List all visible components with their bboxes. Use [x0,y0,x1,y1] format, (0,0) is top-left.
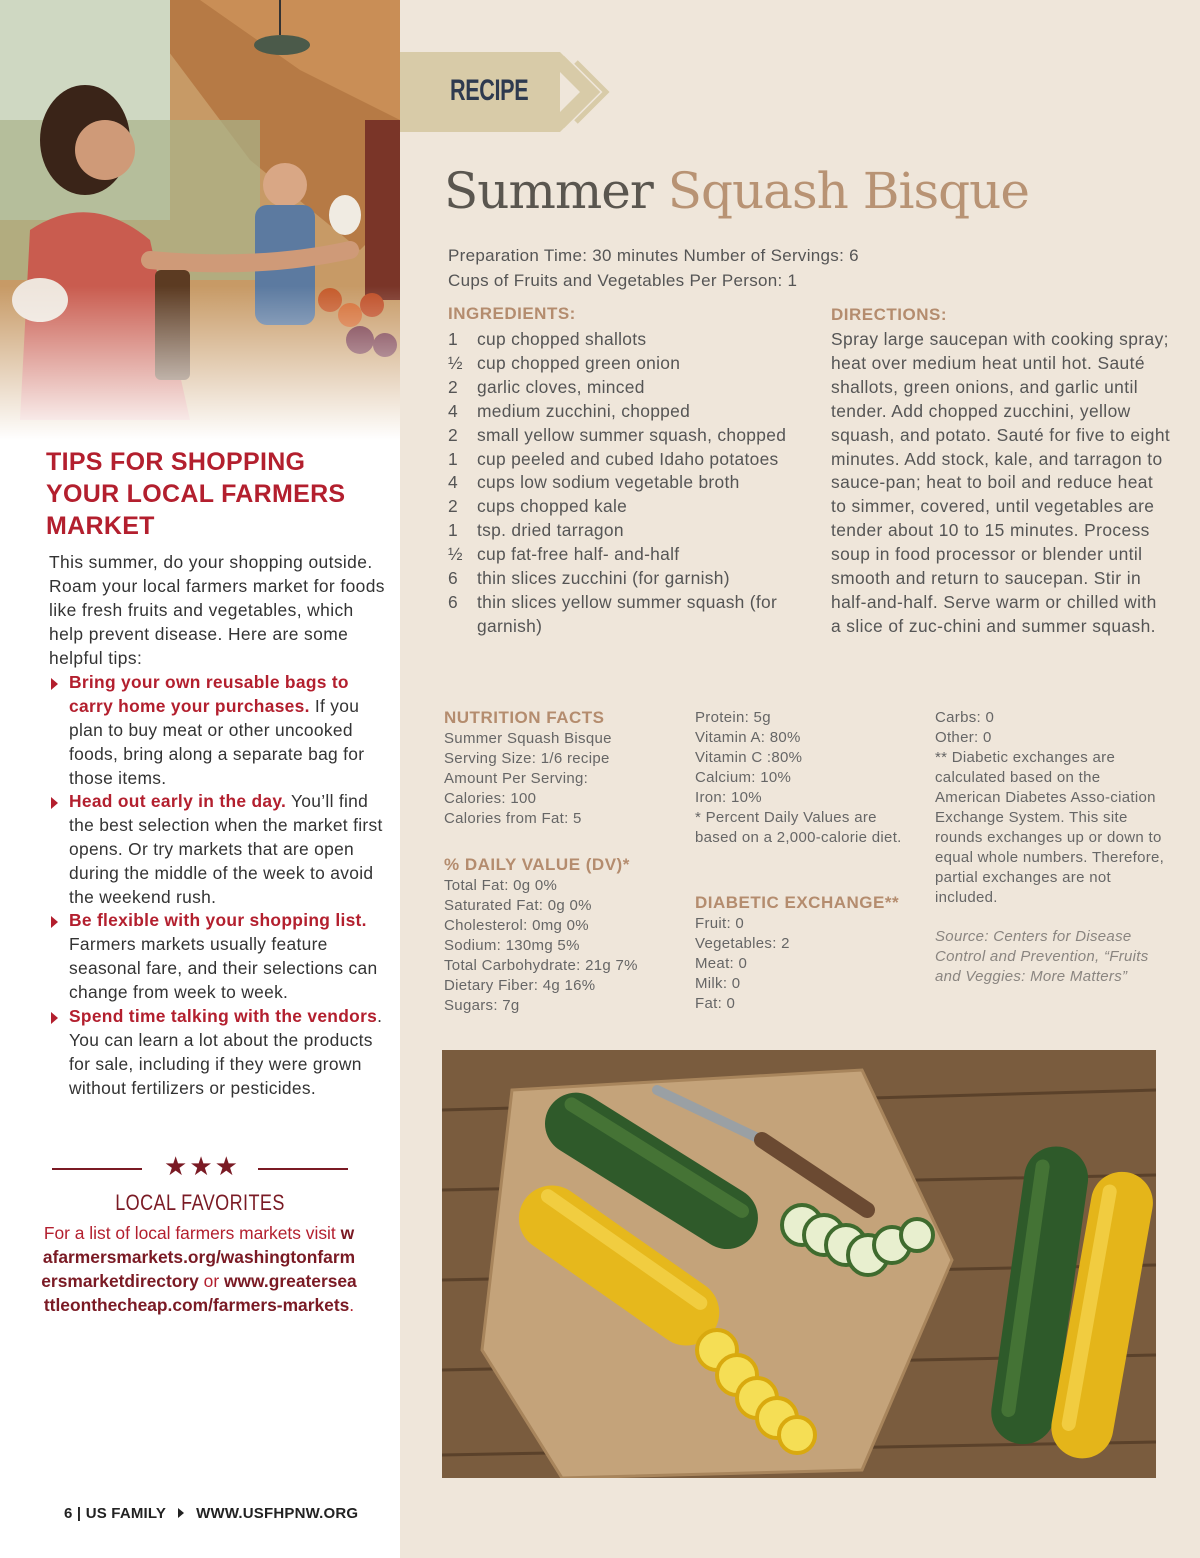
tips-title: TIPS FOR SHOPPING YOUR LOCAL FARMERS MARKET [46,448,346,540]
info-line: Other: 0 [935,729,992,746]
ingredient-text: cup peeled and cubed Idaho potatoes [477,448,779,469]
ingredient-text: medium zucchini, chopped [477,400,691,421]
ingredient-item [448,400,808,424]
info-line: Sodium: 130mg 5% [444,937,580,954]
info-line: Amount Per Serving: [444,770,589,787]
ingredient-qty: 4 [448,472,458,493]
footer-arrow-icon [178,1508,184,1518]
info-line: Fat: 0 [695,995,736,1012]
recipe-title-part1: Summer [444,162,653,220]
ingredient-text: garlic cloves, minced [477,376,645,397]
stars-icon: ★★★ [164,1151,240,1181]
bullet-arrow-icon [51,797,58,809]
ingredient-item [448,543,808,567]
directions-heading: DIRECTIONS: [831,305,947,324]
ingredient-qty: ½ [448,544,463,565]
recipe-title [444,162,1029,220]
nutrition-heading: NUTRITION FACTS [444,708,605,727]
ingredient-text: cup chopped shallots [477,329,647,349]
recipe-meta [448,244,859,293]
ingredient-qty: ½ [448,352,463,373]
info-line: * Percent Daily Values are based on a 2,000-calorie diet. [695,809,902,846]
daily-value-heading: % DAILY VALUE (DV)* [444,855,630,874]
recipe-label: RECIPE [450,74,529,107]
info-line: Iron: 10% [695,789,762,806]
ingredient-qty: 2 [448,424,458,445]
info-line: Calories: 100 [444,790,537,807]
ingredient-qty: 6 [448,591,458,612]
tip-highlight: Head out early in the day. [69,791,287,811]
ingredient-item [448,591,808,639]
favorites-title: LOCAL FAVORITES [115,1190,285,1215]
chevron-right-icon [540,52,610,132]
ingredient-item [448,471,808,495]
info-line: Cholesterol: 0mg 0% [444,917,589,934]
ingredient-text: thin slices yellow summer squash (for garnish) [477,591,778,636]
info-line: Vegetables: 2 [695,935,790,952]
ingredient-text: cup chopped green onion [477,352,681,373]
info-line: Carbs: 0 [935,709,995,726]
tip-highlight: Spend time talking with the vendors [69,1006,378,1026]
info-line: Sugars: 7g [444,997,520,1014]
ingredient-text: tsp. dried tarragon [477,520,624,541]
recipe-title-part2: Squash Bisque [667,162,1029,220]
info-line: ** Diabetic exchanges are calculated based on the American Diabetes Asso-ciation Exchange System. This site rounds exchanges up or down to equal whole numbers. Therefore, partial exchanges are not included. [935,749,1165,906]
ingredient-item [448,352,808,376]
ingredient-item [448,376,808,400]
info-line: Calories from Fat: 5 [444,810,582,827]
info-line: Meat: 0 [695,955,748,972]
info-line: Protein: 5g [695,709,771,726]
tip-text: Farmers markets usually feature seasonal fare, and their selections can change from week to week. [69,933,378,1002]
ingredient-item [448,567,808,591]
diabetic-exchange-heading: DIABETIC EXCHANGE** [695,893,900,912]
ingredient-item [448,448,808,472]
info-line: Vitamin A: 80% [695,729,801,746]
nutrition-facts [444,729,684,829]
favorites-divider [52,1151,348,1181]
ingredient-item [448,328,808,352]
tip-item [49,909,389,1005]
tip-text: If you plan to buy meat or other uncooked foods, bring along a separate bag for those items. [69,695,365,788]
tips-sidebar [0,0,400,1558]
tip-item [49,790,389,910]
diabetic-exchange-list [695,914,895,1014]
info-line: Milk: 0 [695,975,741,992]
page-footer: 6 | US FAMILY WWW.USFHPNW.ORG [64,1505,359,1522]
ingredient-item [448,424,808,448]
favorites-link-1[interactable]: wafarmersmarkets.org/washingtonfarmersmarketdirectory [41,1223,356,1291]
info-line: Vitamin C :80% [695,749,803,766]
tip-text: You’ll find the best selection when the market first opens. Or try markets that are open during the middle of the week to avoid the weekend rush. [69,791,383,907]
vitamins-list [695,708,915,848]
tip-item [49,1005,389,1101]
ingredient-qty: 4 [448,400,458,421]
source-note: Source: Centers for Disease Control and Prevention, “Fruits and Veggies: More Matters” [935,928,1149,985]
page-number: 6 [64,1505,73,1522]
recipe-panel [400,0,1200,1558]
favorites-text [40,1221,358,1317]
recipe-meta-line: Cups of Fruits and Vegetables Per Person: 1 [448,270,798,290]
tip-highlight: Bring your own reusable bags to carry home your purchases. [69,672,349,716]
tip-highlight: Be flexible with your shopping list. [69,910,367,930]
ingredient-qty: 1 [448,520,458,541]
ingredient-qty: 2 [448,496,458,517]
ingredient-qty: 1 [448,448,458,469]
info-line: Fruit: 0 [695,915,745,932]
ingredient-qty: 1 [448,329,458,349]
divider-line [52,1168,142,1170]
tips-intro: This summer, do your shopping outside. Roam your local farmers market for foods like fresh fruits and vegetables, which help prevent disease. Here are some helpful tips: [49,552,385,668]
tip-item [49,671,389,791]
info-line: Saturated Fat: 0g 0% [444,897,592,914]
info-line: Summer Squash Bisque [444,730,612,747]
tip-text: . You can learn a lot about the products for sale, including if they were grown without fertilizers or pesticides. [69,1006,383,1098]
favorites-text-part: . [349,1295,355,1315]
ingredient-text: cup fat-free half- and-half [477,544,680,565]
daily-value-list [444,876,684,1016]
favorites-text-part: or [198,1271,224,1291]
squash-photo [442,1050,1156,1478]
ingredients-list [448,328,808,639]
info-line: Total Carbohydrate: 21g 7% [444,957,638,974]
ingredient-item [448,495,808,519]
footer-url[interactable]: WWW.USFHPNW.ORG [196,1505,359,1522]
favorites-link-2[interactable]: www.greaterseattleonthecheap.com/farmers-markets [43,1271,357,1315]
ingredient-text: cups low sodium vegetable broth [477,472,740,493]
favorites-text-part: For a list of local farmers markets visit [43,1223,341,1243]
recipe-meta-line: Preparation Time: 30 minutes Number of Servings: 6 [448,246,859,265]
info-line: Calcium: 10% [695,769,792,786]
ingredients-heading: INGREDIENTS: [448,304,576,323]
directions-text: Spray large saucepan with cooking spray; heat over medium heat until hot. Sauté shallots, green onions, and garlic until tender. Add chopped zucchini, yellow squash, and potato. Sauté for five to eight minutes. Add stock, kale, and tarragon to sauce-pan; heat to boil and reduce heat to simmer, covered, until vegetables are tender about 10 to 15 minutes. Process soup in food processor or blender until smooth and return to saucepan. Stir in half-and-half. Serve warm or chilled with a slice of zuc-chini and summer squash. [831,329,1171,636]
ingredient-qty: 6 [448,568,458,589]
ingredient-text: cups chopped kale [477,496,628,517]
bullet-arrow-icon [51,1012,58,1024]
info-line: Serving Size: 1/6 recipe [444,750,610,767]
ingredient-text: thin slices zucchini (for garnish) [477,568,730,589]
ingredient-text: small yellow summer squash, chopped [477,424,787,445]
exchange-notes [935,708,1165,908]
bullet-arrow-icon [51,678,58,690]
info-line: Dietary Fiber: 4g 16% [444,977,596,994]
info-line: Total Fat: 0g 0% [444,877,558,894]
farmers-market-photo [0,0,400,440]
ingredient-qty: 2 [448,376,458,397]
divider-line [258,1168,348,1170]
ingredient-item [448,519,808,543]
bullet-arrow-icon [51,916,58,928]
footer-brand: US FAMILY [85,1505,167,1522]
